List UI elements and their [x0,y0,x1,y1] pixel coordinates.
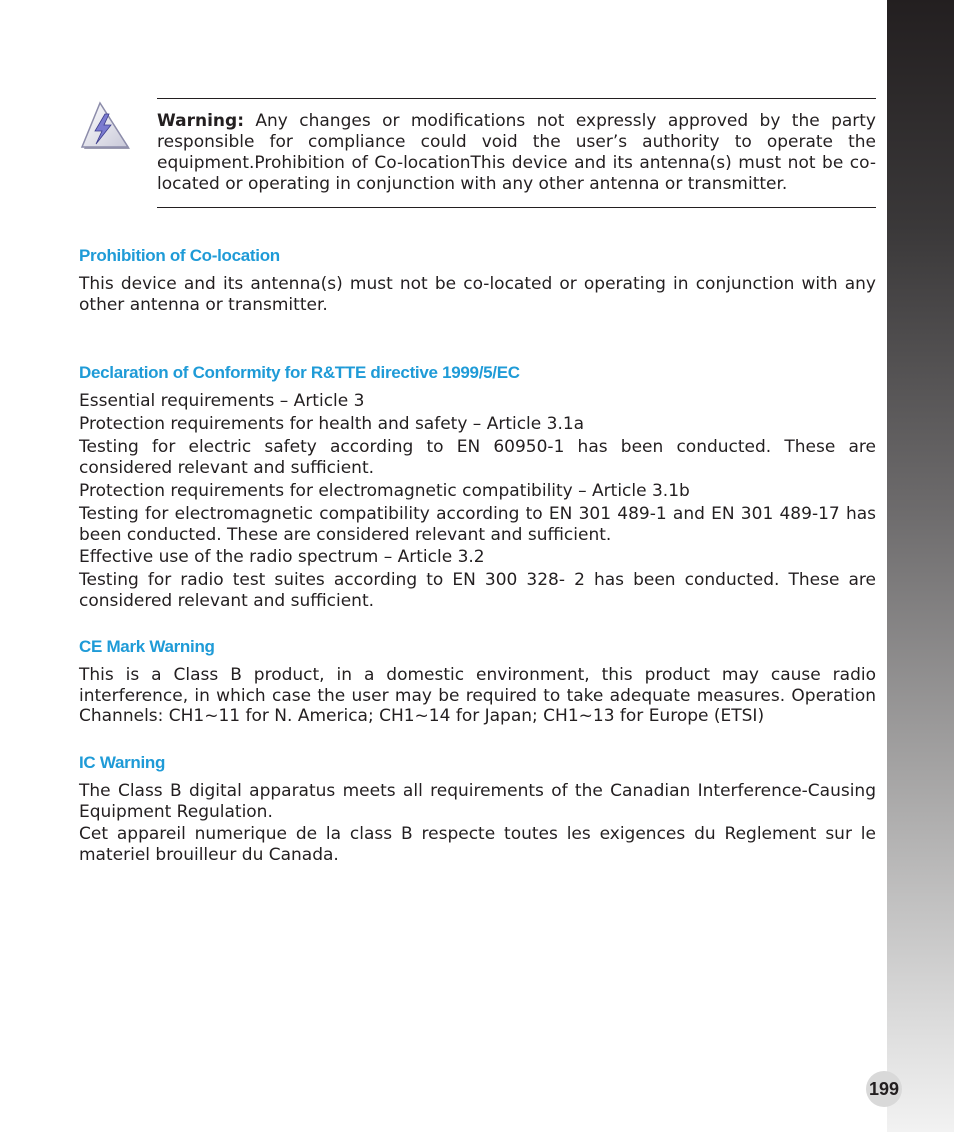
warning-label: Warning: [157,111,245,131]
warning-bottom-rule [157,207,876,208]
warning-body: Any changes or modifications not expressly approved by the party responsible for compliance could void the user’s authority to operate the equipment.Prohibition of Co-locationThis device and its antenna(s) must not be co-located or operating in conjunction with any other antenna or transmitter. [157,111,876,194]
ic-heading: IC Warning [79,753,166,772]
ce-mark-heading: CE Mark Warning [79,637,215,656]
page-number: 199 [866,1071,902,1107]
warning-top-rule [157,98,876,99]
declaration-line-5: Testing for electromagnetic compatibility according to EN 301 489-1 and EN 301 489-17 has been conducted. These are considered relevant and sufficient. [79,504,876,545]
declaration-line-3: Testing for electric safety according to EN 60950-1 has been conducted. These are considered relevant and sufficient. [79,437,876,478]
declaration-line-4: Protection requirements for electromagnetic compatibility – Article 3.1b [79,481,690,501]
declaration-line-2: Protection requirements for health and safety – Article 3.1a [79,414,585,434]
ic-line-2: Cet appareil numerique de la class B respecte toutes les exigences du Reglement sur le materiel brouilleur du Canada. [79,824,876,865]
ce-mark-body: This is a Class B product, in a domestic environment, this product may cause radio interference, in which case the user may be required to take adequate measures. Operation Channels: CH1~11 for N. America; CH1~14 for Japan; CH1~13 for Europe (ETSI) [79,665,876,726]
colocation-heading: Prohibition of Co-location [79,246,280,265]
warning-lightning-icon [78,101,130,151]
declaration-heading: Declaration of Conformity for R&TTE directive 1999/5/EC [79,363,520,382]
side-tab-bar [887,0,954,1132]
declaration-line-7: Testing for radio test suites according to EN 300 328- 2 has been conducted. These are considered relevant and sufficient. [79,570,876,611]
declaration-line-6: Effective use of the radio spectrum – Article 3.2 [79,547,485,567]
warning-text [157,111,876,195]
declaration-line-1: Essential requirements – Article 3 [79,391,365,411]
ic-line-1: The Class B digital apparatus meets all requirements of the Canadian Interference-Causing Equipment Regulation. [79,781,876,822]
side-tab-notch [879,0,887,240]
colocation-body: This device and its antenna(s) must not be co-located or operating in conjunction with any other antenna or transmitter. [79,274,876,315]
